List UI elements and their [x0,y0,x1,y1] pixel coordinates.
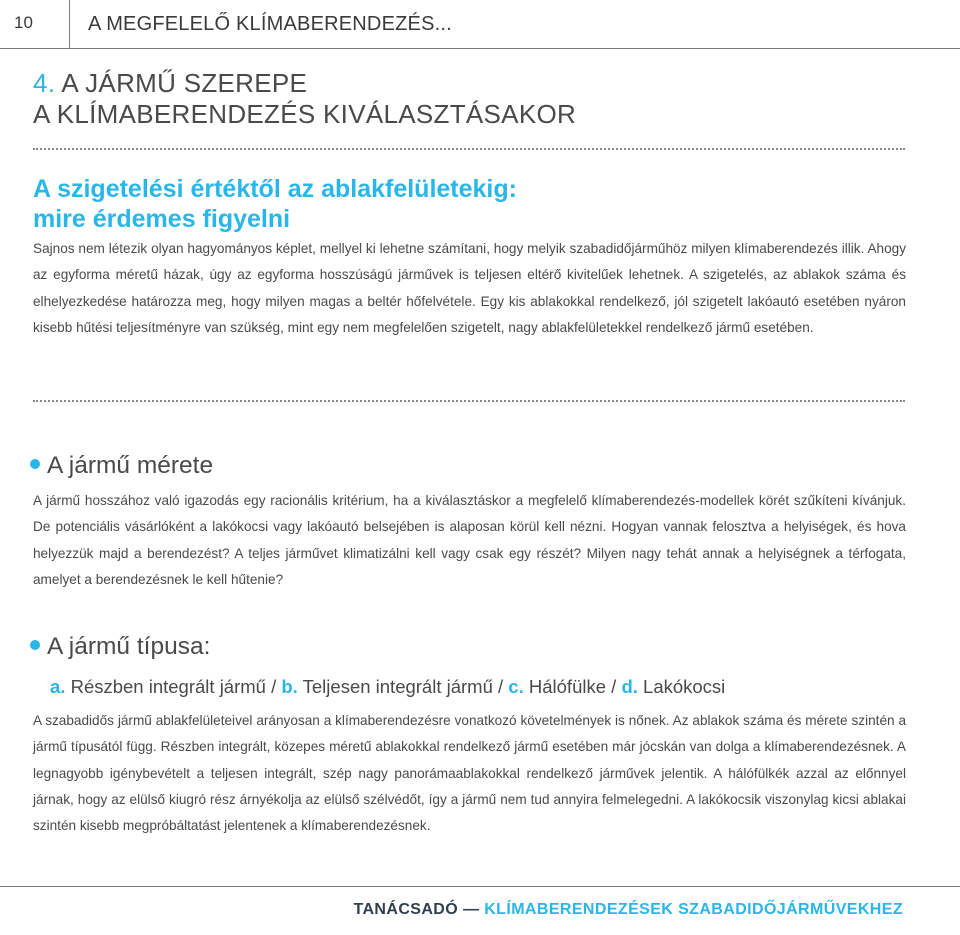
type-label: Részben integrált jármű [70,676,266,697]
footer-title: KLÍMABERENDEZÉSEK SZABADIDŐJÁRMŰVEKHEZ [484,901,903,918]
section-title [33,68,576,130]
bullet-icon [30,459,40,469]
dotted-divider [33,400,905,402]
type-letter: a. [50,676,66,697]
vehicle-type-list [50,676,725,698]
type-heading-text: A jármű típusa: [47,633,211,660]
type-label: Lakókocsi [643,676,726,697]
bullet-icon [30,640,40,650]
subtitle-line2: mire érdemes figyelni [33,205,291,233]
footer-series: TANÁCSADÓ — [353,901,480,918]
dotted-divider [33,148,905,150]
footer-rule [0,886,960,887]
type-separator: / [606,676,622,697]
type-separator: / [492,676,509,697]
section-title-line2: A KLÍMABERENDEZÉS KIVÁLASZTÁSAKOR [33,99,577,129]
page-header [0,0,960,49]
page-number: 10 [14,13,33,32]
section-title-line1: A JÁRMŰ SZEREPE [61,68,308,98]
page-footer [353,901,903,919]
type-heading [30,633,210,661]
type-letter: b. [281,676,298,697]
header-separator [69,0,70,49]
size-heading [30,452,213,480]
size-heading-text: A jármű mérete [47,452,214,479]
header-rule [0,48,960,49]
section-number: 4. [33,68,56,98]
type-separator: / [265,676,282,697]
type-paragraph: A szabadidős jármű ablakfelületeivel arányosan a klímaberendezésre vonatkozó követelmények is nőnek. Az ablakok száma és mérete szintén a jármű típusától függ. Részben integrált, közepes méretű ablakokkal rendelkező jármű esetében már jócskán van dolga a klímaberendezésnek. A legnagyobb igénybevételt a teljesen integrált, szép nagy panorámaablakokkal rendelkező járművek jelentik. A hálófülkék azzal az előnnyel járnak, hogy az elülső kiugró rész árnyékolja az elülső szélvédőt, így a jármű nem tud annyira felmelegedni. A lakókocsik viszonylag kicsi ablakai szintén kisebb megpróbáltatást jelentenek a klímaberendezésnek. [33,713,906,834]
type-letter: d. [621,676,638,697]
running-title: A MEGFELELŐ KLÍMABERENDEZÉS... [88,13,452,35]
subtitle-line1: A szigetelési értéktől az ablakfelületekig: [33,175,517,203]
subtitle [33,174,517,234]
intro-paragraph: Sajnos nem létezik olyan hagyományos képlet, mellyel ki lehetne számítani, hogy melyik szabadidőjárműhöz milyen klímaberendezés illik. Ahogy az egyforma méretű házak, úgy az egyforma hosszúságú járművek is teljesen eltérő kivitelűek lehetnek. A szigetelés, az ablakok száma és elhelyezkedése határozza meg, hogy milyen magas a beltér hőfelvétele. Egy kis ablakokkal rendelkező, jól szigetelt lakóautó esetében nyáron kisebb hűtési teljesítményre van szükség, mint egy nem megfelelően szigetelt, nagy ablakfelületekkel rendelkező jármű esetében. [33,241,906,335]
type-letter: c. [508,676,524,697]
type-label: Teljesen integrált jármű [302,676,493,697]
size-paragraph: A jármű hosszához való igazodás egy racionális kritérium, ha a kiválasztáskor a megfelelő klímaberendezés-modellek körét szűkíteni kívánjuk. De potenciális vásárlóként a lakókocsi vagy lakóautó belsejében is alaposan körül kell nézni. Hogyan vannak felosztva a helyiségek, és hova helyezzük majd a berendezést? A teljes járművet klimatizálni kell vagy csak egy részét? Milyen nagy tehát annak a helyiségnek a térfogata, amelyet a berendezésnek le kell hűtenie? [33,493,906,587]
type-label: Hálófülke [528,676,607,697]
